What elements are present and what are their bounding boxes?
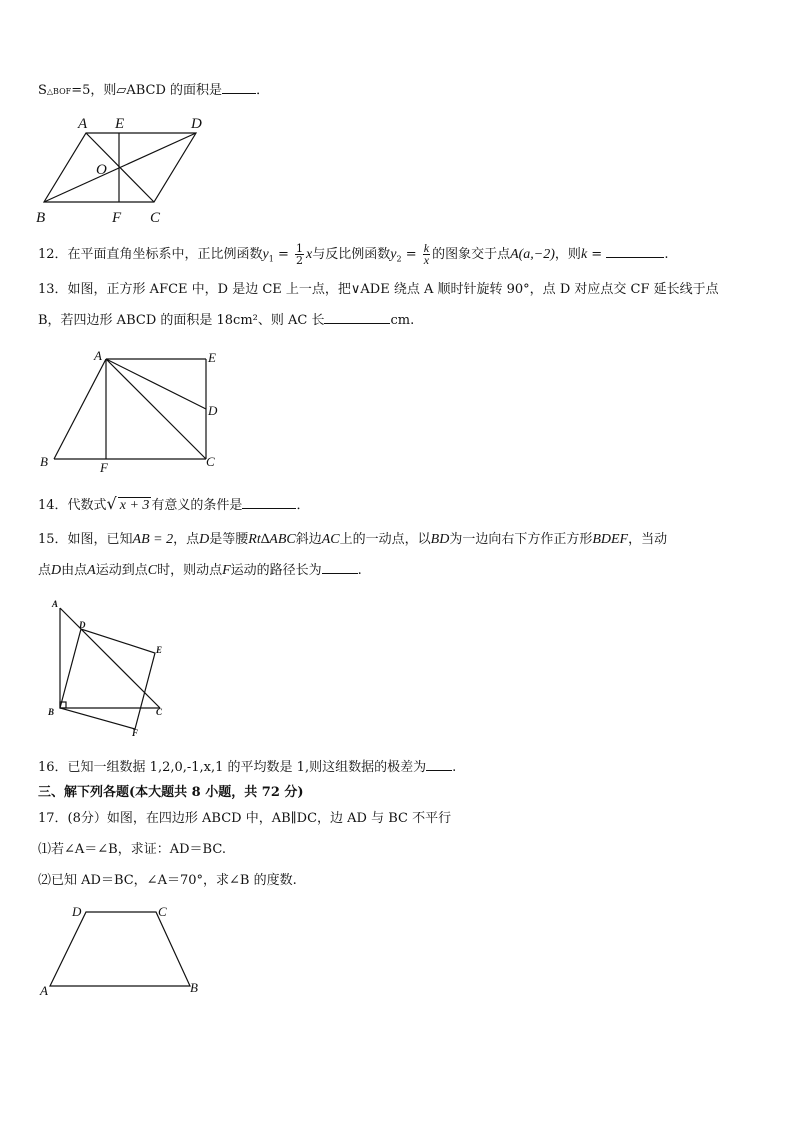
label-F: F (112, 210, 122, 226)
answer-blank (324, 311, 390, 324)
q13-line1: 13．如图，正方形 AFCE 中，D 是边 CE 上一点，把∨ADE 绕点 A 顺时针旋转 90°，点 D 对应点交 CF 延长线于点 (38, 282, 719, 297)
label-E: E (208, 350, 216, 365)
q17-line2: ⑴若∠A＝∠B，求证：AD＝BC. (38, 842, 226, 857)
answer-blank (426, 758, 452, 771)
label-B: B (36, 210, 46, 226)
label-D: D (208, 403, 218, 418)
label-C: C (158, 904, 167, 919)
section-heading: 三、解下列各题(本大题共 8 小题，共 72 分) (38, 785, 304, 800)
q15-line2: 点D由点A运动到点C时，则动点F运动的路径长为 . (38, 563, 362, 578)
label-D: D (72, 904, 82, 919)
q15-square-figure (44, 598, 184, 738)
label-C: C (150, 210, 161, 226)
label-E: E (156, 645, 163, 655)
answer-blank (606, 245, 664, 258)
label-B: B (40, 454, 48, 469)
label-D: D (79, 620, 86, 630)
label-D: D (191, 116, 202, 132)
answer-blank (322, 561, 358, 574)
q14-text: 14．代数式√ x + 3 有意义的条件是 ． (38, 494, 310, 513)
q13-line2: B，若四边形 ABCD 的面积是 18cm²、则 AC 长 cm. (38, 313, 415, 328)
q13-square-figure (36, 344, 236, 474)
label-A: A (40, 983, 48, 998)
label-C: C (156, 707, 163, 717)
answer-blank (242, 496, 296, 509)
label-B: B (48, 707, 55, 717)
q17-line1: 17．(8分）如图，在四边形 ABCD 中，AB∥DC，边 AD 与 BC 不平行 (38, 811, 452, 826)
label-A: A (78, 116, 88, 132)
q17-trapezoid-figure (36, 900, 216, 1000)
label-C: C (206, 454, 215, 469)
label-A: A (94, 348, 102, 363)
label-E: E (115, 116, 125, 132)
q17-line3: ⑵已知 AD＝BC，∠A＝70°，求∠B 的度数. (38, 873, 297, 888)
label-F: F (100, 460, 108, 475)
q12-text: 12．在平面直角坐标系中，正比例函数$y_1$ = $\frac{1}{2}$ x与反比例函数$y_2$ = $\frac{k}{x}$ 的图象交于点A(a,−2)，则k = . (38, 241, 669, 267)
q11-text: S△BOF=5，则▱ABCD 的面积是 ． (38, 83, 270, 98)
answer-blank (222, 81, 256, 94)
label-A: A (52, 599, 59, 609)
q16-text: 16．已知一组数据 1,2,0,-1,x,1 的平均数是 1,则这组数据的极差为 . (38, 760, 457, 775)
q15-line1: 15．如图，已知AB = 2，点D是等腰Rt∆ABC斜边AC上的一动点，以BD为一边向右下方作正方形BDEF，当动 (38, 532, 668, 547)
q11-parallelogram-figure (30, 112, 220, 230)
label-O: O (96, 162, 107, 178)
label-F: F (132, 728, 139, 738)
label-B: B (190, 980, 198, 995)
